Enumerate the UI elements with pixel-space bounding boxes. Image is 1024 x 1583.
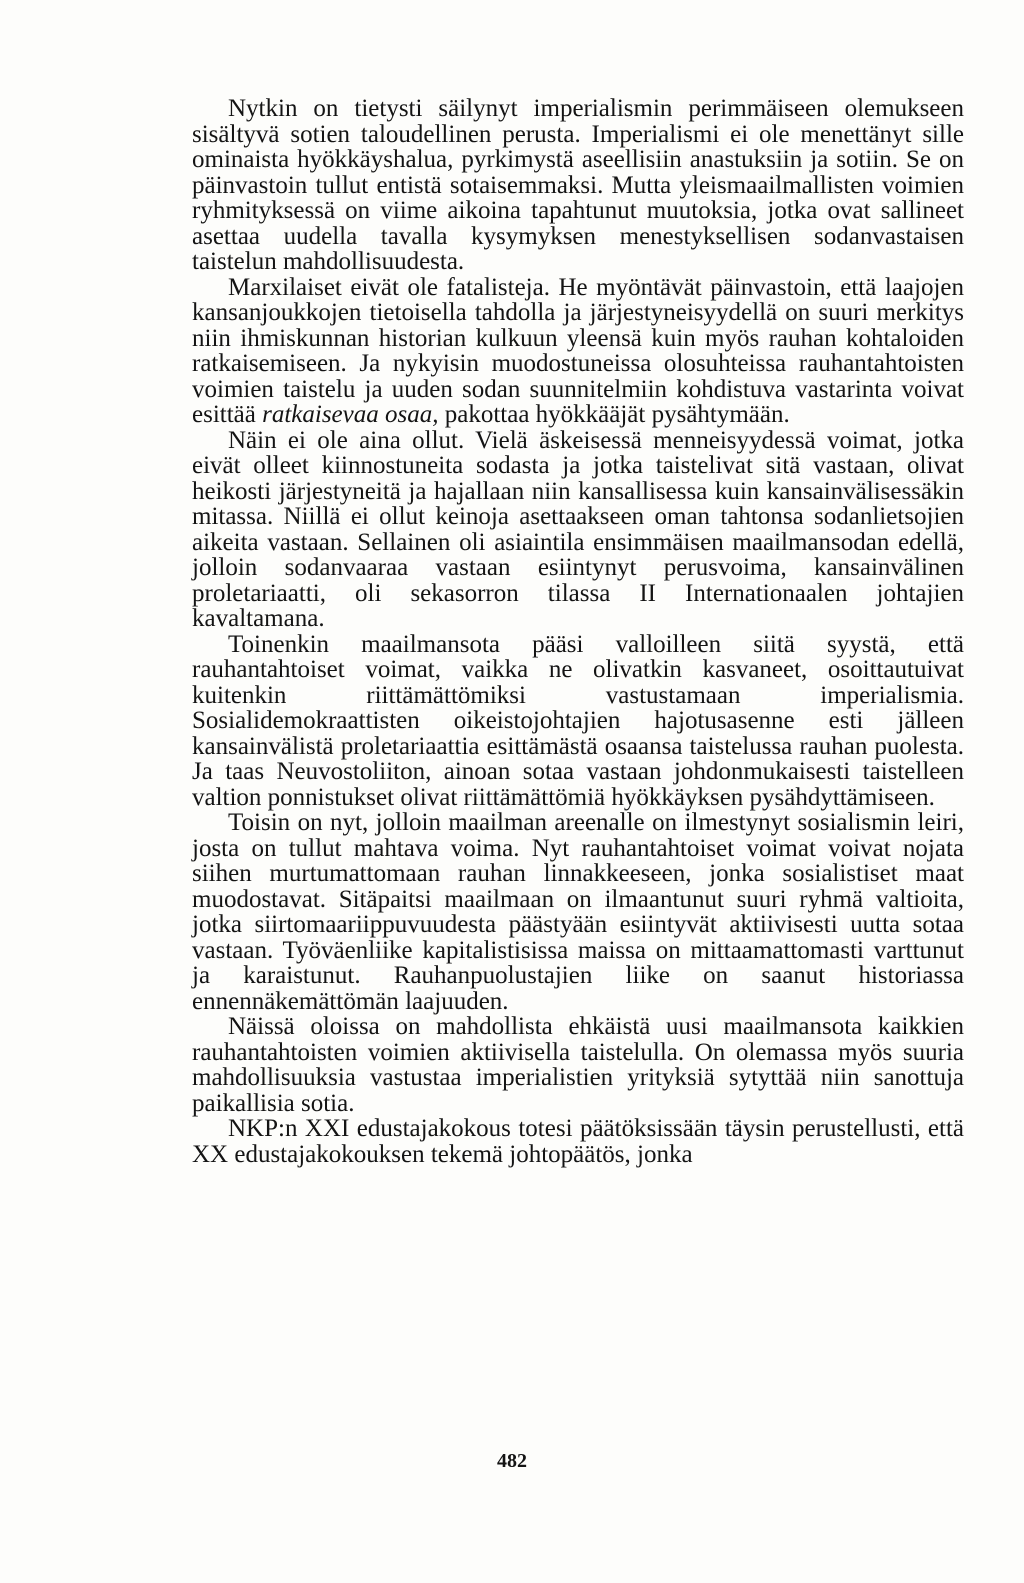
paragraph-2-emphasis: ratkaisevaa osaa, bbox=[262, 401, 439, 428]
paragraph-7: NKP:n XXI edustajakokous totesi päätöksissään täysin perustellusti, että XX edustajakokouksen tekemä johtopäätös, jonka bbox=[192, 1115, 964, 1168]
paragraph-1: Nytkin on tietysti säilynyt imperialismin perimmäiseen olemukseen sisältyvä sotien taloudellinen perusta. Imperialismi ei ole menettänyt sille ominaista hyökkäyshalua, pyrkimystä aseellisiin anastuksiin ja sotiin. Se on päinvastoin tullut entistä sotaisemmaksi. Mutta yleismaailmallisten voimien ryhmityksessä on viime aikoina tapahtunut muutoksia, jotka ovat sallineet asettaa uudella tavalla kysymyksen menestyksellisen sodanvastaisen taistelun mahdollisuudesta. bbox=[192, 95, 964, 275]
paragraph-5: Toisin on nyt, jolloin maailman areenalle on ilmestynyt sosialismin leiri, josta on tullut mahtava voima. Nyt rauhantahtoiset voimat voivat nojata siihen murtumattomaan rauhan linnakkeeseen, jonka sosialistiset maat muodostavat. Sitäpaitsi maailmaan on ilmaantunut suuri ryhmä valtioita, jotka siirtomaariippuvuudesta päästyään esiintyvät aktiivisesti uutta sotaa vastaan. Työväenliike kapitalistisissa maissa on mittaamattomasti varttunut ja karaistunut. Rauhanpuolustajien liike on saanut historiassa ennennäkemättömän laajuuden. bbox=[192, 809, 964, 1015]
paragraph-2 bbox=[192, 275, 964, 428]
paragraph-3: Näin ei ole aina ollut. Vielä äskeisessä menneisyydessä voimat, jotka eivät olleet kiinnostuneita sodasta ja jotka taistelivat sitä vastaan, olivat heikosti järjestyneitä ja hajallaan niin kansallisessa kuin kansainvälisessäkin mitassa. Niillä ei ollut keinoja asettaakseen oman tahtonsa sodanlietsojien aikeita vastaan. Sellainen oli asiaintila ensimmäisen maailmansodan edellä, jolloin sodanvaaraa vastaan esiintynyt perusvoima, kansainvälinen proletariaatti, oli sekasorron tilassa II Internationaalen johtajien kavaltamana. bbox=[192, 426, 964, 632]
paragraph-6: Näissä oloissa on mahdollista ehkäistä uusi maailmansota kaikkien rauhantahtoisten voimien aktiivisella taistelulla. On olemassa myös suuria mahdollisuuksia vastustaa imperialistien yrityksiä sytyttää niin sanottuja paikallisia sotia. bbox=[192, 1013, 964, 1117]
page-number: 482 bbox=[497, 1450, 527, 1472]
paragraph-4: Toinenkin maailmansota pääsi valloilleen siitä syystä, että rauhantahtoiset voimat, vaikka ne olivatkin kasvaneet, osoittautuivat kuitenkin riittämättömiksi vastustamaan imperialismia. Sosialidemokraattisten oikeistojohtajien hajotusasenne esti jälleen kansainvälistä proletariaattia esittämästä osaansa taistelussa rauhan puolesta. Ja taas Neuvostoliiton, ainoan sotaa vastaan johdonmukaisesti taistelleen valtion ponnistukset olivat riittämättömiä hyökkäyksen pysähdyttämiseen. bbox=[192, 630, 964, 811]
paragraph-2-after: pakottaa hyökkääjät pysähtymään. bbox=[438, 401, 790, 428]
body-text bbox=[192, 96, 964, 1167]
paragraph-2-before: Marxilaiset eivät ole fatalisteja. He myöntävät päinvastoin, että laajojen kansanjoukkojen tietoisella tahdolla ja järjestyneisyydellä on suuri merkitys niin ihmiskunnan historian kulkuun yleensä kuin myös rauhan kohtaloiden ratkaisemiseen. Ja nykyisin muodostuneissa olosuhteissa rauhantahtoisten voimien taistelu ja uuden sodan suunnitelmiin kohdistuva vastarinta voivat esittää bbox=[192, 273, 964, 428]
